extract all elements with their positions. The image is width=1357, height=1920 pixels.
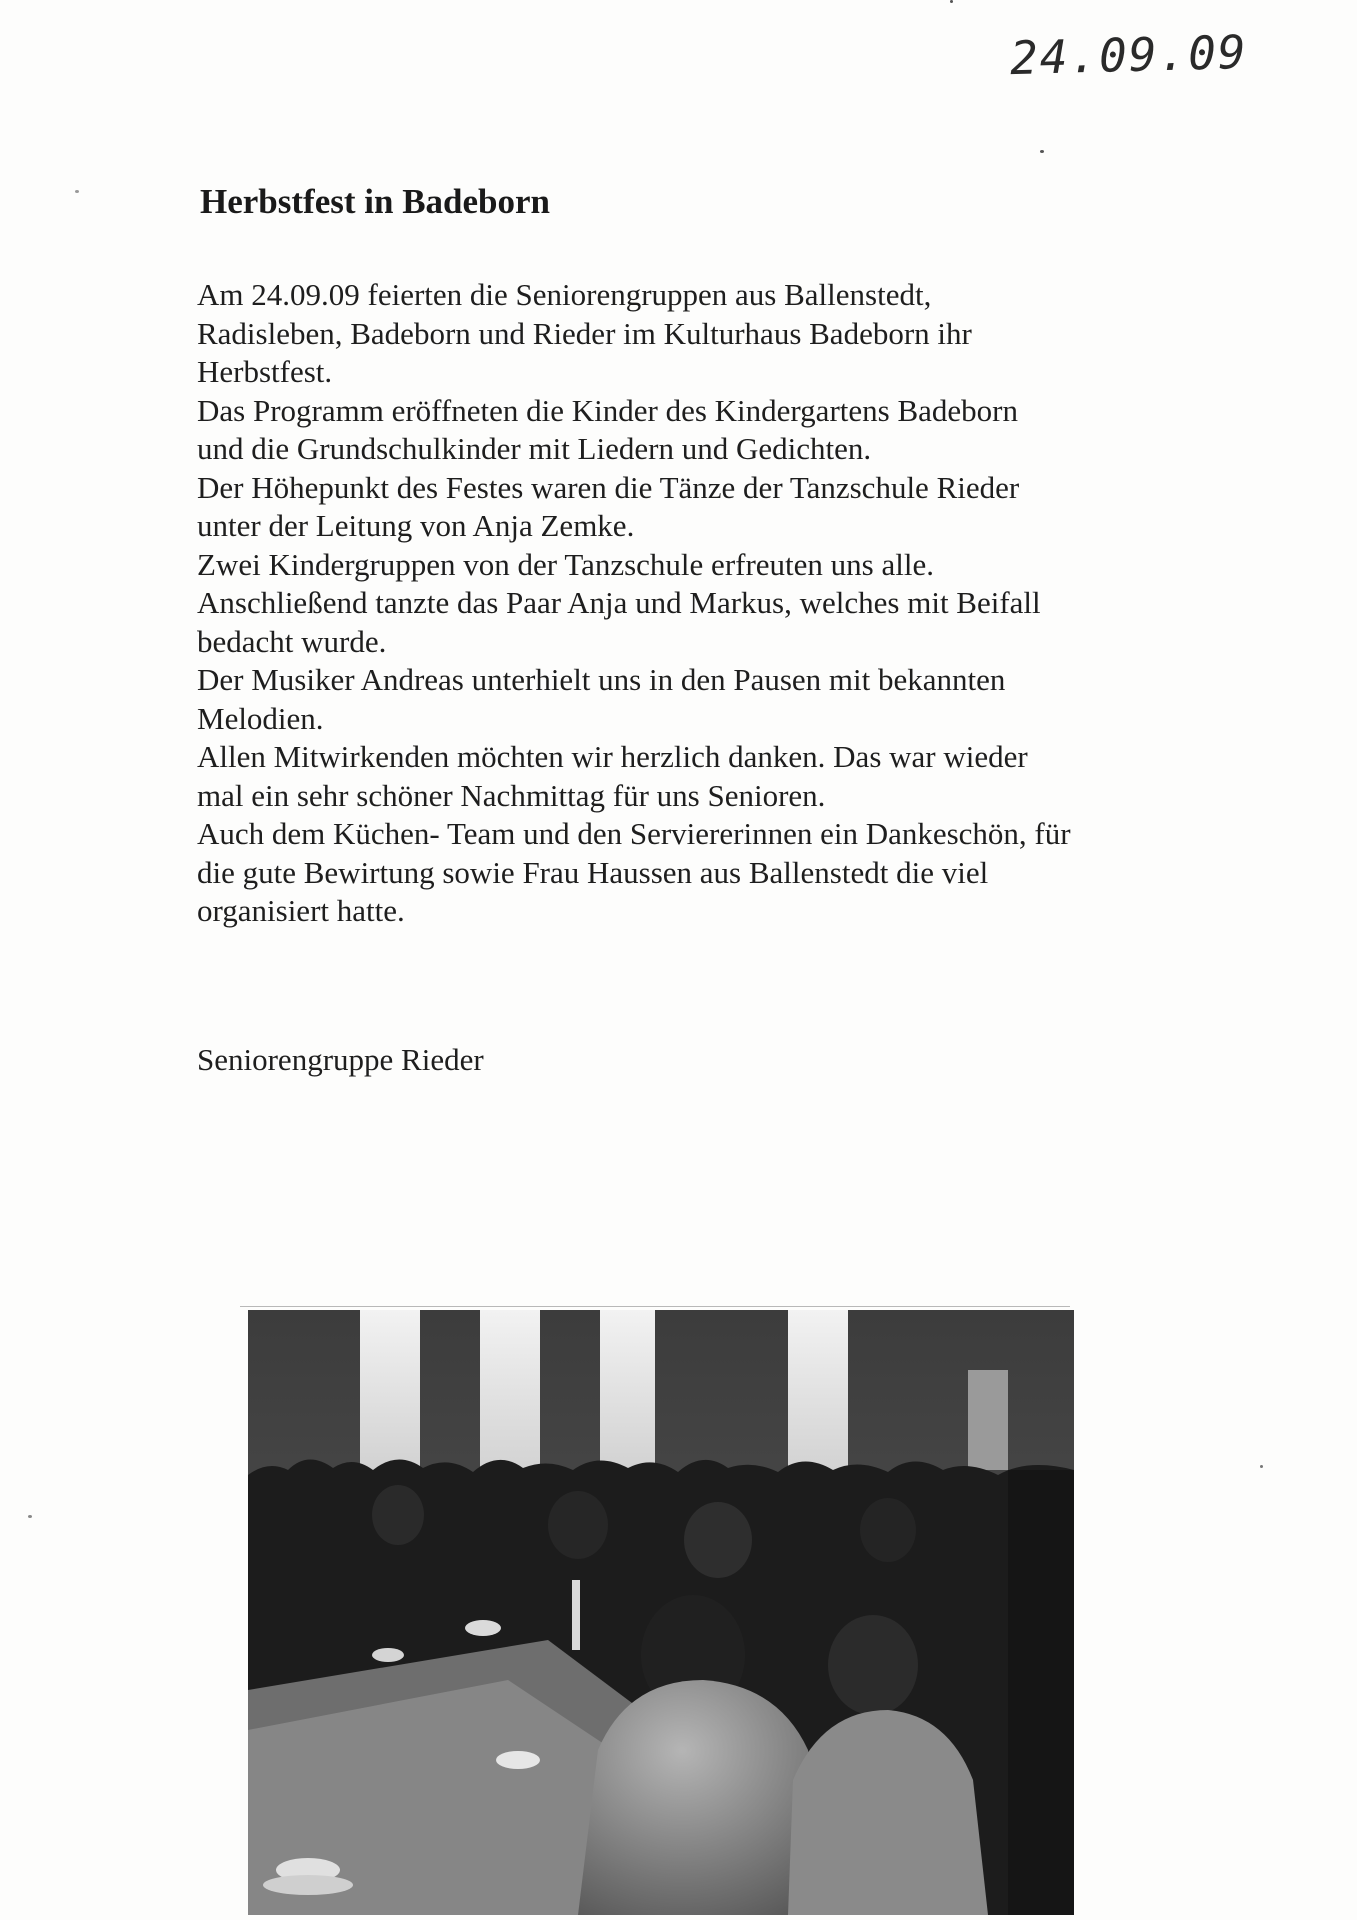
article-line: Zwei Kindergruppen von der Tanzschule erfreuten uns alle. [197,546,934,582]
article-body [197,276,1277,931]
article-line: Anschließend tanzte das Paar Anja und Markus, welches mit Beifall [197,585,1041,620]
article-line: Herbstfest. [197,354,333,389]
scan-speck [75,190,79,193]
scan-speck [950,0,953,3]
article-title: Herbstfest in Badeborn [200,182,550,221]
article-line: Allen Mitwirkenden möchten wir herzlich danken. Das war wieder [197,739,1028,774]
scan-speck [1260,1465,1263,1468]
handwritten-date: 24.09.09 [1009,24,1249,86]
article-line: Auch dem Küchen- Team und den Serviererinnen ein Dankeschön, für [197,816,1071,851]
article-line: mal ein sehr schöner Nachmittag für uns Senioren. [197,777,826,813]
signature: Seniorengruppe Rieder [197,1042,484,1077]
scan-speck [1040,150,1044,153]
article-line: Das Programm eröffneten die Kinder des Kindergartens Badeborn [197,392,1018,428]
article-line: Am 24.09.09 feierten die Seniorengruppen aus Ballenstedt, [197,277,932,312]
article-line: organisiert hatte. [197,893,405,928]
photo-border-line [240,1306,1070,1307]
article-line: Radisleben, Badeborn und Rieder im Kulturhaus Badeborn ihr [197,315,972,351]
article-line: Der Musiker Andreas unterhielt uns in den Pausen mit bekannten [197,662,1006,697]
article-line: bedacht wurde. [197,623,387,659]
article-line: Melodien. [197,700,324,736]
article-line: Der Höhepunkt des Festes waren die Tänze der Tanzschule Rieder [197,469,1020,505]
scan-speck [28,1515,32,1518]
article-line: unter der Leitung von Anja Zemke. [197,508,635,543]
event-photo [248,1310,1074,1915]
article-line: die gute Bewirtung sowie Frau Haussen aus Ballenstedt die viel [197,854,989,890]
article-line: und die Grundschulkinder mit Liedern und Gedichten. [197,431,872,466]
